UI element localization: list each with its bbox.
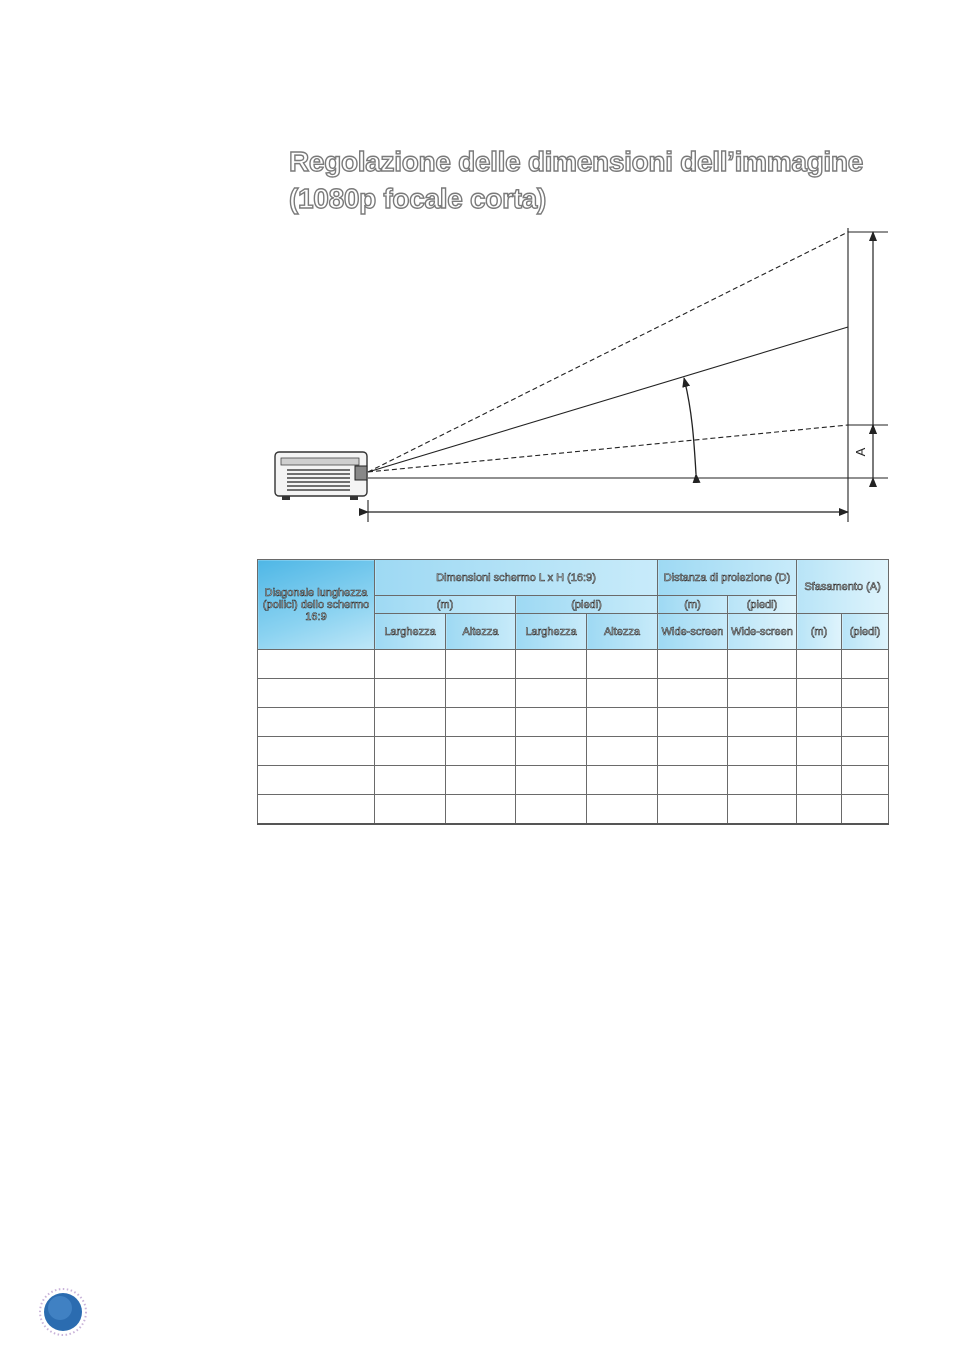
- cell: [842, 650, 889, 679]
- cell: [446, 708, 516, 737]
- cell: [728, 737, 797, 766]
- cell: [516, 708, 587, 737]
- cell: [375, 650, 446, 679]
- cell: [516, 795, 587, 825]
- header-width-m: Larghezza: [375, 614, 446, 650]
- cell: [587, 737, 658, 766]
- header-widescreen-feet: Wide-screen: [728, 614, 797, 650]
- table-row: [258, 708, 889, 737]
- cell: [842, 679, 889, 708]
- header-screen-size: Dimensioni schermo L x H (16:9): [375, 560, 658, 596]
- header-diagonal: Diagonale lunghezza (pollici) dello schermo 16:9: [258, 560, 375, 650]
- cell: [587, 679, 658, 708]
- table-row: [258, 795, 889, 825]
- cell: [797, 737, 842, 766]
- cell: [446, 795, 516, 825]
- cell: [728, 795, 797, 825]
- cell: [797, 708, 842, 737]
- upper-ray-dashed: [368, 232, 848, 472]
- cell: [797, 650, 842, 679]
- cell: [375, 679, 446, 708]
- page-title-line-1: Regolazione delle dimensioni dell’immagine: [289, 146, 863, 177]
- cell: [658, 737, 728, 766]
- cell: [658, 650, 728, 679]
- lower-ray-dashed: [368, 425, 848, 472]
- page-title-line-2: (1080p focale corta): [289, 183, 546, 214]
- center-ray: [368, 327, 848, 472]
- projection-rays: [368, 232, 888, 478]
- cell: [658, 708, 728, 737]
- cell: [658, 766, 728, 795]
- header-projection-distance: Distanza di proiezione (D): [658, 560, 797, 596]
- cell: [587, 795, 658, 825]
- cell: [842, 708, 889, 737]
- table-row: [258, 737, 889, 766]
- cell: [658, 795, 728, 825]
- projection-diagram: [0, 0, 953, 560]
- header-screen-m: (m): [375, 596, 516, 614]
- cell: [375, 795, 446, 825]
- cell: [258, 795, 375, 825]
- cell: [797, 766, 842, 795]
- cell: [375, 737, 446, 766]
- table-row: [258, 766, 889, 795]
- header-distance-feet: (piedi): [728, 596, 797, 614]
- cell: [446, 679, 516, 708]
- cell: [258, 708, 375, 737]
- cell: [516, 679, 587, 708]
- cell: [258, 737, 375, 766]
- cell: [797, 679, 842, 708]
- cell: [516, 766, 587, 795]
- table-row: [258, 679, 889, 708]
- cell: [728, 679, 797, 708]
- table-row: [258, 650, 889, 679]
- cell: [516, 737, 587, 766]
- cell: [842, 795, 889, 825]
- cell: [258, 679, 375, 708]
- cell: [658, 679, 728, 708]
- header-screen-feet: (piedi): [516, 596, 658, 614]
- cell: [516, 650, 587, 679]
- cell: [446, 737, 516, 766]
- cell: [587, 708, 658, 737]
- projector-icon: [275, 452, 367, 500]
- header-distance-m: (m): [658, 596, 728, 614]
- header-offset-m: (m): [797, 614, 842, 650]
- offset-label: A: [853, 447, 868, 457]
- page-number-badge: [38, 1287, 88, 1337]
- header-offset: Sfasamento (A): [797, 560, 889, 614]
- cell: [728, 650, 797, 679]
- cell: [446, 766, 516, 795]
- cell: [842, 737, 889, 766]
- cell: [728, 766, 797, 795]
- cell: [728, 708, 797, 737]
- cell: [587, 650, 658, 679]
- cell: [797, 795, 842, 825]
- header-height-m: Altezza: [446, 614, 516, 650]
- header-width-feet: Larghezza: [516, 614, 587, 650]
- cell: [258, 766, 375, 795]
- cell: [375, 708, 446, 737]
- cell: [842, 766, 889, 795]
- cell: [587, 766, 658, 795]
- image-size-table: [257, 559, 889, 825]
- angle-arc: [684, 378, 696, 474]
- cell: [375, 766, 446, 795]
- header-widescreen-m: Wide-screen: [658, 614, 728, 650]
- header-height-feet: Altezza: [587, 614, 658, 650]
- cell: [258, 650, 375, 679]
- cell: [446, 650, 516, 679]
- header-offset-feet: (piedi): [842, 614, 889, 650]
